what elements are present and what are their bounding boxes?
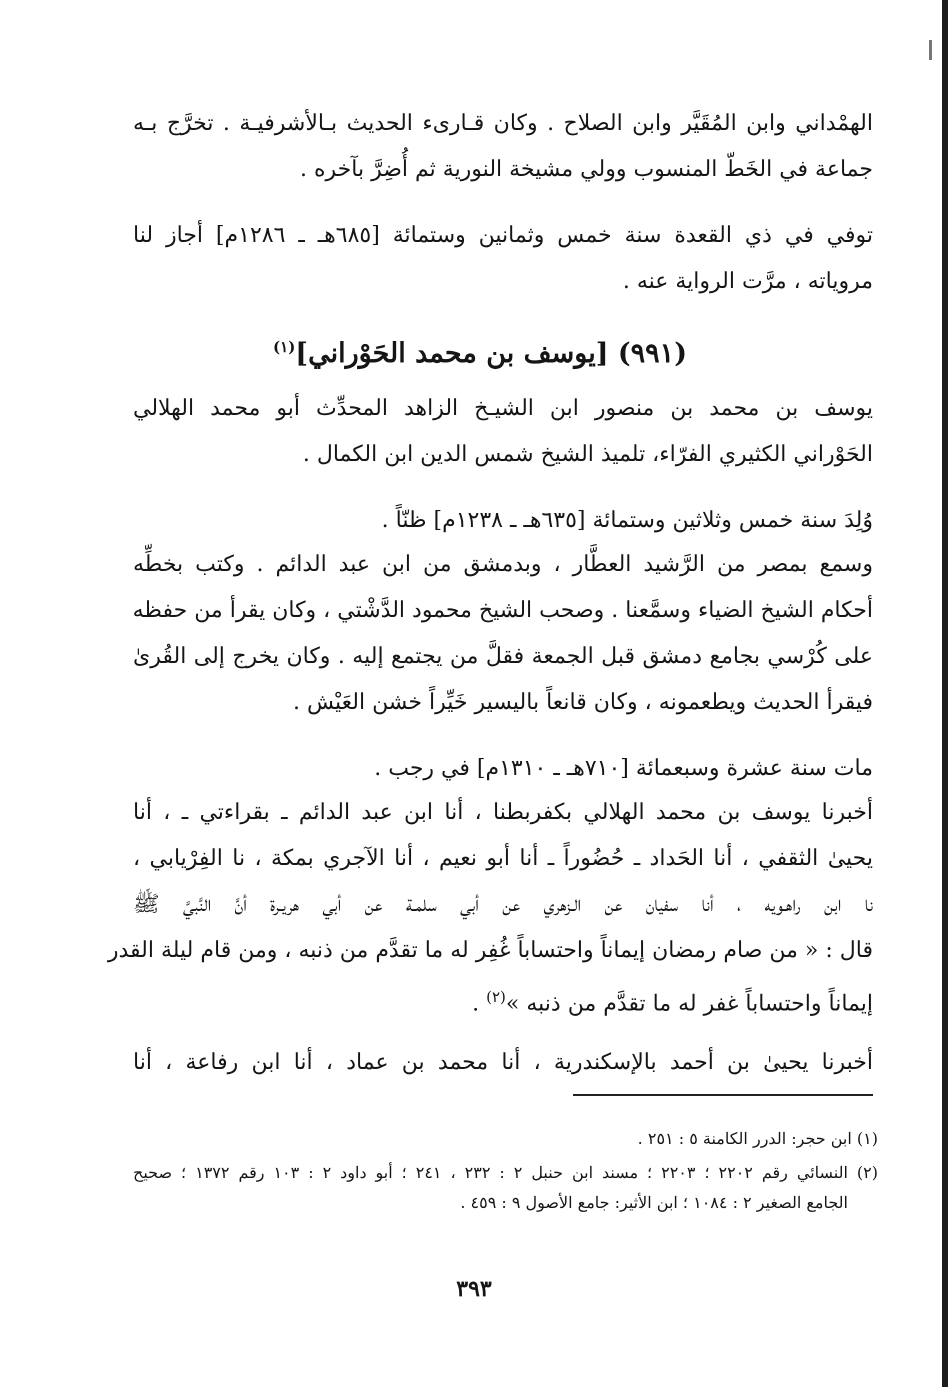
entry-heading-text: (٩٩١) [يوسف بن محمد الحَوْراني] xyxy=(295,338,687,369)
page-edge-shadow xyxy=(942,0,948,1387)
body-line-1: الهمْداني وابن المُقَيَّر وابن الصلاح . وكان قـارىء الحديث بـالأشرفيـة . تخرَّج بـه xyxy=(133,111,873,136)
body-line-11: فيقرأ الحديث ويطعمونه ، وكان قانعاً باليسير خَيِّراً خشن العَيْش . xyxy=(292,690,873,715)
body-line-18: أخبرنا يحيىٰ بن أحمد بالإسكندرية ، أنا محمد بن عماد ، أنا ابن رفاعة ، أنا xyxy=(133,1050,873,1075)
body-line-12: مات سنة عشرة وسبعمائة [٧١٠هـ ـ ١٣١٠م] في رجب . xyxy=(374,756,873,781)
entry-heading xyxy=(150,325,810,376)
footnote-1: (١) ابن حجر: الدرر الكامنة ٥ : ٢٥١ . xyxy=(637,1129,878,1148)
heading-footnote-marker: (١) xyxy=(273,338,296,356)
body-line-16: قال : « من صام رمضان إيماناً واحتساباً غُفِر له ما تقدَّم من ذنبه ، ومن قام ليلة القدر xyxy=(107,938,873,963)
body-line-3: توفي في ذي القعدة سنة خمس وثمانين وستمائة [٦٨٥هـ ـ ١٢٨٦م] أجاز لنا xyxy=(133,223,873,248)
body-line-7: وُلِدَ سنة خمس وثلاثين وستمائة [٦٣٥هـ ـ ١٢٣٨م] ظنّاً . xyxy=(381,508,873,533)
footnote-2: (٢) النسائي رقم ٢٢٠٢ ؛ ٢٢٠٣ ؛ مسند ابن حنبل ٢ : ٢٣٢ ، ٢٤١ ؛ أبو داود ٢ : ١٠٣ رقم ١٣٧٢ ؛ صحيح xyxy=(133,1163,879,1182)
page-number: ٣٩٣ xyxy=(456,1276,492,1302)
body-line-9: أحكام الشيخ الضياء وسمَّعنا . وصحب الشيخ محمود الدَّشْتي ، وكان يقرأ من حفظه xyxy=(132,598,873,623)
body-line-17 xyxy=(133,979,873,1022)
body-line-4: مروياته ، مرَّت الرواية عنه . xyxy=(622,269,873,294)
body-line-6: الحَوْراني الكثيري الفرّاء، تلميذ الشيخ شمس الدين ابن الكمال . xyxy=(302,442,873,467)
body-line-14: يحيىٰ الثقفي ، أنا الحَداد ـ حُضُوراً ـ أنا أبو نعيم ، أنا الآجري بمكة ، نا الفِرْيابي ، xyxy=(133,846,873,871)
body-line-17-end: . xyxy=(472,991,487,1017)
body-line-5: يوسف بن محمد بن منصور ابن الشيـخ الزاهد المحدِّث أبو محمد الهلالي xyxy=(133,396,873,421)
footnote-2-continued: الجامع الصغير ٢ : ١٠٨٤ ؛ ابن الأثير: جامع الأصول ٩ : ٤٥٩ . xyxy=(460,1193,848,1212)
body-line-13: أخبرنا يوسف بن محمد الهلالي بكفربطنا ، أنا ابن عبد الدائم ـ بقراءتي ـ ، أنا xyxy=(133,800,873,825)
body-line-8: وسمع بمصر من الرَّشيد العطَّار ، وبدمشق من ابن عبد الدائم . وكتب بخطِّه xyxy=(133,552,873,577)
body-line-17-text: إيماناً واحتساباً غفر له ما تقدَّم من ذنبه » xyxy=(505,991,873,1017)
page-edge-mark xyxy=(929,40,932,60)
body-line-10: على كُرْسي بجامع دمشق قبل الجمعة فقلَّ من يجتمع إليه . وكان يخرج إلى القُرىٰ xyxy=(133,644,873,669)
footnote-marker-2: (٢) xyxy=(486,988,506,1006)
footnote-separator xyxy=(573,1094,873,1096)
body-line-15: نا ابن راهـويه ، أنا سفيان عن الـزهري عن أبي سلمـة عن أبي هريـرة أنَّ النَّبيَّ ﷺ xyxy=(133,892,873,917)
body-line-2: جماعة في الخَطّ المنسوب وولي مشيخة النورية ثم أُضِرَّ بآخره . xyxy=(300,157,873,182)
